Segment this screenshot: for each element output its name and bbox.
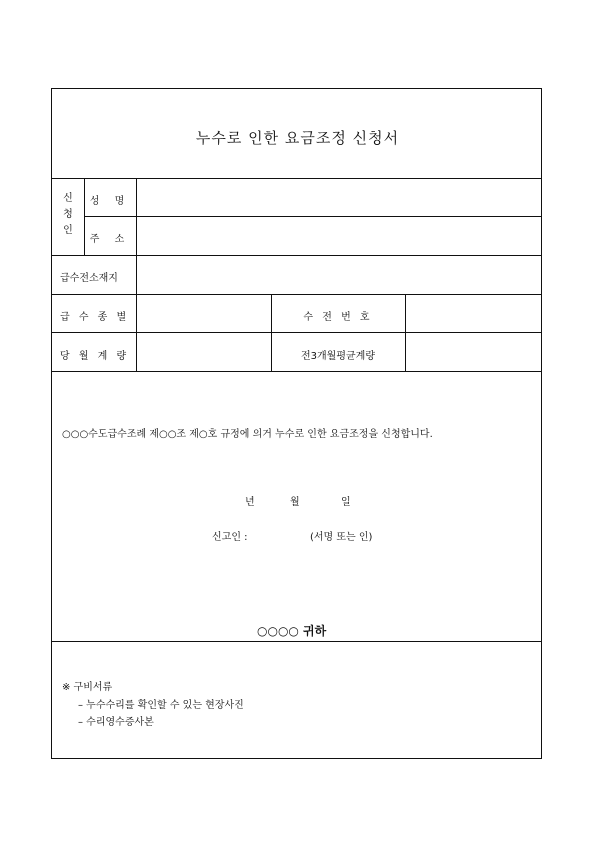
- divider-location: [52, 294, 541, 295]
- applicant-sign-label: 신고인 :: [212, 532, 248, 543]
- date-year: 년: [245, 497, 255, 508]
- applicant-label: [62, 191, 74, 239]
- application-statement: ○○○수도급수조례 제○○조 제○호 규정에 의거 누수로 인한 요금조정을 신청합니다.: [62, 429, 433, 440]
- prev-avg-label: 전3개월평균계량: [301, 351, 375, 362]
- vline-label-col: [136, 178, 137, 371]
- attachments-header: ※ 구비서류: [62, 682, 113, 693]
- date-day: 일: [341, 497, 351, 508]
- applicant-char-2: 청: [63, 209, 73, 220]
- attachment-item: – 수리영수증사본: [78, 717, 154, 728]
- attachment-item: – 누수수리를 확인할 수 있는 현장사진: [78, 700, 244, 711]
- divider-title: [52, 178, 541, 179]
- divider-name: [84, 216, 541, 217]
- applicant-char-1: 신: [63, 193, 73, 204]
- divider-body: [52, 641, 541, 642]
- addressee: ○○○○ 귀하: [257, 624, 327, 638]
- application-form: [51, 88, 542, 759]
- address-label: 주 소: [89, 234, 131, 245]
- meter-number-label: 수 전 번 호: [303, 312, 373, 323]
- divider-type: [52, 332, 541, 333]
- sign-note: (서명 또는 인): [310, 532, 373, 543]
- supply-location-label: 급수전소재지: [60, 273, 118, 284]
- vline-right: [405, 294, 406, 371]
- current-reading-label: 당 월 계 량: [60, 351, 130, 362]
- date-month: 월: [290, 497, 300, 508]
- divider-applicant: [52, 255, 541, 256]
- supply-type-label: 급 수 종 별: [60, 312, 130, 323]
- applicant-char-3: 인: [63, 225, 73, 236]
- form-title: 누수로 인한 요금조정 신청서: [195, 129, 400, 147]
- divider-reading: [52, 371, 541, 372]
- name-label: 성 명: [89, 196, 131, 207]
